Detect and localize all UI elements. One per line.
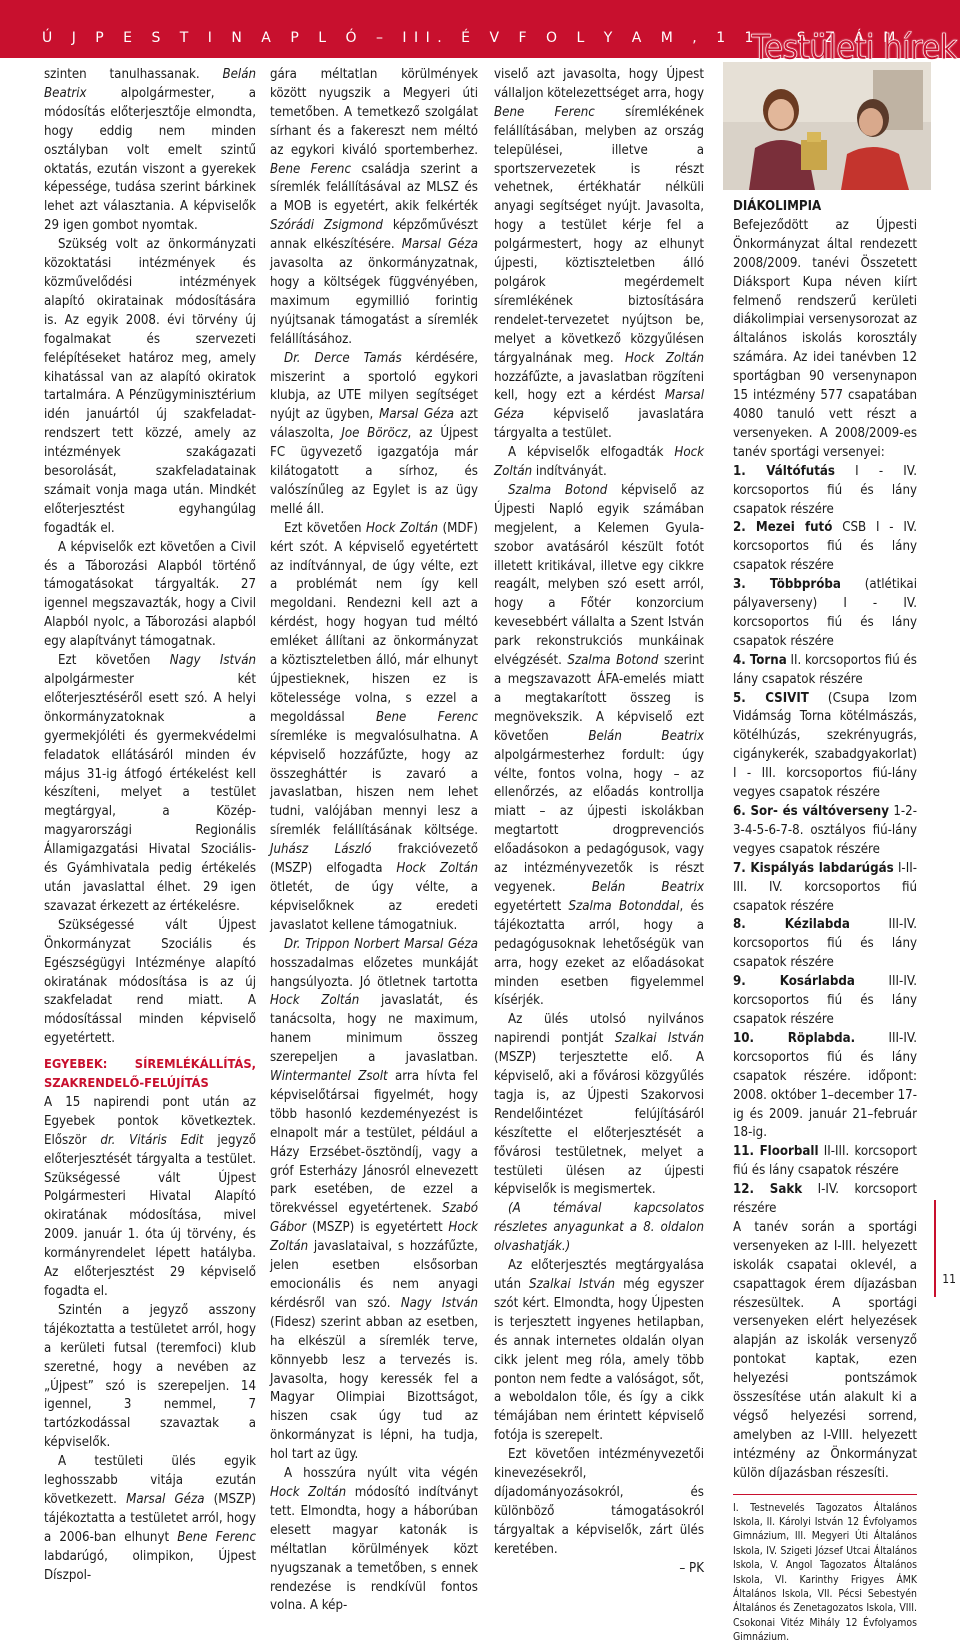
sport-item-label: 12. Sakk xyxy=(733,1182,803,1198)
sport-item-label: 6. Sor- és váltóverseny xyxy=(733,804,889,819)
sport-item xyxy=(733,803,917,860)
sport-item xyxy=(733,690,917,803)
masthead: Ú J P E S T I N A P L Ó – III. É V F O L Y A M , 1 1 . S Z Á M xyxy=(42,30,903,46)
sport-item xyxy=(733,973,917,1030)
sport-item-text: (Csupa Izom Vidámság Torna kötélmászás, kötélhúzás, szekrényugrás, cigánykerék, szabadgyakorlat) I - III. korcsoportos fiú-lány vegyes csapatok részére xyxy=(733,690,918,801)
sport-item xyxy=(733,463,917,520)
article-column-1 xyxy=(44,66,256,1586)
paragraph: Szintén a jegyző asszony tájékoztatta a testületet arról, hogy a kerületi futsal (teremfoci) klub szeretné, hogy a nevében az „Újpest” szó is szerepeljen. 14 igennel, 3 nemmel, 7 tartózkodással szavaztak a képviselők. xyxy=(44,1302,256,1451)
sport-item xyxy=(733,652,917,690)
sport-item-label: 9. Kosárlabda xyxy=(733,974,855,990)
sidebar-closing: A tanév során a sportági versenyeken az I-III. helyezett iskolák csapatai oklevél, a csapattagok érem díjazásban részesültek. A sportági versenyeken elért helyezések alapján az iskolák versenyző pontokat kaptak, ezen helyezési pontszámok összesítése után alakult ki a végső helyezési sorrend, amelyben az I-VIII. helyezett intézmény az Önkormányzat külön díjazásban részesíti. xyxy=(733,1219,917,1481)
sport-item-label: 2. Mezei futó xyxy=(733,520,833,536)
sport-item-text: I-IV. korcsoport részére xyxy=(733,1182,917,1217)
sport-item-label: 3. Többpróba xyxy=(733,577,841,593)
paragraph: A képviselők elfogadták Hock Zoltán indítványát. xyxy=(494,445,704,480)
sport-item-label: 1. Váltófutás xyxy=(733,463,835,479)
paragraph: Szükségessé vált Újpest Önkormányzat Szociális és Egészségügyi Intézménye alapító okiratának módosítása is az új szakfeladat rend miatt. A módosítással minden képviselő egyetértett. xyxy=(44,917,256,1047)
paragraph: Szalma Botond képviselő az Újpesti Napló egyik számában megjelent, a Kelemen Gyula-szobor avatásáról készült fotót illetett kritikával, illetve egy cikkre reagált, melyben szó esett arról, hogy a Főtér konzorcium kevesebbért vállalta a Szent István park rekonstrukciós munkáinak elvégzését. Szalma Botond szerint a megszavazott ÁFA-emelés miatt a megtakarított összeg is megnövekszik. A képviselő ezt követően Belán Beatrix alpolgármesterhez fordult: úgy vélte, fontos volna, hogy – az ellenőrzés, az előadás kontrollja miatt – az újpesti iskolákban megtartott drogprevenciós előadásokon a pedagógusok, vagy az intézményvezetők is részt vegyenek. Belán Beatrix egyetértett Szalma Botonddal, és tájékoztatta arról, hogy a pedagógusoknak lehetőségük van arra, hogy ezeket az előadásokat minden esetben figyelemmel kísérjék. xyxy=(494,482,704,1009)
photo-meeting xyxy=(723,62,931,190)
sidebar-diakolimpia xyxy=(733,198,917,1645)
sport-item xyxy=(733,1181,917,1219)
sport-item-text: I - IV. korcsoportos fiú és lány csapatok részére xyxy=(733,463,917,517)
sport-item xyxy=(733,860,917,917)
page-number: 11 xyxy=(942,1272,956,1286)
sport-item-label: 10. Röplabda. xyxy=(733,1030,856,1046)
paragraph: Ezt követően intézményvezetői kinevezésekről, díjadományozásokról, és különböző támogatásokról tárgyaltak a képviselők, zárt ülés keretében. xyxy=(494,1447,704,1557)
sidebar-title: DIÁKOLIMPIA xyxy=(733,199,822,214)
sport-item-text: III-IV. korcsoportos fiú és lány csapatok részére xyxy=(733,974,918,1027)
subheading: EGYEBEK: SÍREMLÉKÁLLÍTÁS, SZAKRENDELŐ-FELÚJÍTÁS xyxy=(44,1057,256,1092)
article-column-3 xyxy=(494,66,704,1579)
paragraph: A 15 napirendi pont után az Egyebek pontok következtek. Először dr. Vitáris Edit jegyző előterjesztését tárgyalta a testület. Szükségessé vált Újpest Polgármesteri Hivatal Alapító okiratának módosítása, mivel 2009. január 1. óta új törvény, és kormányrendelet lépett hatályba. Az előterjesztést 29 képviselő fogadta el. xyxy=(44,1094,256,1299)
page-edge-rule xyxy=(934,1200,936,1297)
paragraph: Ezt követően Nagy István alpolgármester két előterjesztéséről esett szó. A helyi önkormányzatoknak a gyermekjóléti és gyermekvédelmi feladatok ellátásáról minden év május 31-ig átfogó értékelést kell készíteni, melyet a testület megtárgyal, a Közép-magyarországi Regionális Államigazgatási Hivatal Szociális- és Gyámhivatala pedig értékelés után javaslattal élhet. 29 igen szavazat érkezett az értékelésre. xyxy=(44,653,256,914)
sport-item-label: 7. Kispályás labdarúgás xyxy=(733,860,894,876)
sidebar-footnote: I. Testnevelés Tagozatos Általános Iskola, II. Károlyi István 12 Évfolyamos Gimnázium, III. Megyeri Úti Általános Iskola, IV. Szigeti József Utcai Általános Iskola, V. Angol Tagozatos Általános Iskola, VI. Karinthy Frigyes ÁMK Általános Iskola, VII. Pécsi Sebestyén Általános és Zenetagozatos Iskola, VIII. Csokonai Vitéz Mihály 12 Évfolyamos Gimnázium. xyxy=(733,1494,917,1645)
paragraph-note: (A témával kapcsolatos részletes anyagunkat a 8. oldalon olvashatják.) xyxy=(494,1201,704,1255)
paragraph: viselő azt javasolta, hogy Újpest vállaljon kötelezettséget arra, hogy Bene Ferenc síremlékének felállításában, melyben az ország települései, illetve a sportszervezetek is részt vehetnek, értékhatár nélküli anyagi segítséget nyújt. Javasolta, hogy a testület kérje fel a polgármestert, hogy az elhunyt újpesti, köztiszteletben álló polgárok megérdemelt síremlékének biztosítására rendelet-tervezetet nyújtson be, melyet a következő közgyűlésen tárgyalnának meg. Hock Zoltán hozzáfűzte, a javaslatban rögzíteni kell, hogy ezt a kérdést Marsal Géza képviselő javaslatára tárgyalta a testület. xyxy=(494,67,704,442)
author-signature: – PK xyxy=(679,1560,704,1576)
paragraph: szinten tanulhassanak. Belán Beatrix alpolgármester, a módosítás előterjesztője elmondta, hogy eddig nem minden osztályban volt emelt szintű oktatás, ezután viszont a gyerekek képessége, tudása szerint bárkinek lehet azt választania. A képviselők 29 igen gombot nyomtak. xyxy=(44,67,256,234)
sport-item-text: 1-2-3-4-5-6-7-8. osztályos fiú-lány vegyes csapatok részére xyxy=(733,804,917,857)
paragraph: Ezt követően Hock Zoltán (MDF) kért szót. A képviselő egyetértett az indítvánnyal, de úgy vélte, ezt a problémát nem így kell megoldani. Rendezni kell azt a kérdést, hogy hogyan tud méltó emléket állítani az önkormányzat a köztiszteletben álló, már elhunyt újpestieknek, hiszen ez is kötelessége volna, s ezzel a megoldással Bene Ferenc síremléke is megvalósulhatna. A képviselő hozzáfűzte, hogy az összegháttér is zavaró a javaslatban, hiszen nem lehet tudni, valójában mennyi lesz a síremlék felállításának költsége. Juhász László frakcióvezető (MSZP) elfogadta Hock Zoltán ötletét, de úgy vélte, a képviselőknek az eredeti javaslatot kellene támogatniuk. xyxy=(270,520,478,933)
sport-item-label: 8. Kézilabda xyxy=(733,917,850,933)
sport-item-label: 5. CSIVIT xyxy=(733,690,809,706)
paragraph: Az ülés utolsó nyilvános napirendi pontját Szalkai István (MSZP) terjesztette elő. A képviselő, aki a fővárosi közgyűlés tagja is, az Újpesti Szakorvosi Rendelőintézet felújításáról készítette el előterjesztését a fővárosi testületnek, melyet a testületi ülésen az újpesti képviselők is megismertek. xyxy=(494,1012,704,1198)
sport-item xyxy=(733,916,917,973)
paragraph: A hosszúra nyúlt vita végén Hock Zoltán módosító indítványt tett. Elmondta, hogy a háborúban elesett magyar katonák is méltatlan körülmények közt nyugszanak a temetőben, s ennek rendezése is rendkívül fontos volna. A kép- xyxy=(270,1466,478,1614)
sport-item xyxy=(733,1143,917,1181)
paragraph: Dr. Trippon Norbert Marsal Géza hosszadalmas előzetes munkáját hangsúlyozta. Jó ötletnek tartotta Hock Zoltán javaslatát, és tanácsolta, hogy ne maximum, hanem minimum összeg szerepeljen a javaslatban. Wintermantel Zsolt arra hívta fel képviselőtársai figyelmét, hogy több hasonló kezdeményezést is elnapolt már a testület, például a Házy Erzsébet-ösztöndíj, vagy a gróf Esterházy Jánosról elnevezett park esetében, de ezzel a törekvéssel egyetértenek. Szabó Gábor (MSZP) is egyetértett Hock Zoltán javaslataival, s hozzáfűzte, jelen esetben elsősorban emocionális és nem anyagi kérdésről van szó. Nagy István (Fidesz) szerint abban az esetben, ha elkészül a síremlék terve, könnyebb lesz a tervezés is. Javasolta, hogy keressék fel a Magyar Olimpiai Bizottságot, hiszen csak úgy tud az önkormányzat is lépni, ha tudja, hol tart az ügy. xyxy=(270,936,478,1463)
sport-item-text: II. korcsoportos fiú és lány csapatok részére xyxy=(733,652,917,687)
paragraph: Szükség volt az önkormányzati közoktatási intézmények és közművelődési intézmények alapító okiratainak módosítására is. Az egyik 2008. évi törvény új fogalmakat és szervezeti felépítéseket határoz meg, amely kihatással van az alapító okiratok tartalmára. A Pénzügyminisztérium idén januártól új szakfeladat-rendszert tett közzé, amely az intézmények szakágazati besorolását, szakfeladatainak számait vonja maga után. Mindkét előterjesztést egyhangúlag fogadták el. xyxy=(44,237,256,536)
paragraph: Dr. Derce Tamás kérdésére, miszerint a sportoló egykori klubja, az UTE milyen segítséget nyújt az ügyben, Marsal Géza azt válaszolta, Joe Böröcz, az Újpest FC ügyvezető igazgatója már kilátogatott a sírhoz, és valószínűleg az Egylet is az ügy mellé áll. xyxy=(270,350,478,517)
sport-item-text: III-IV. korcsoportos fiú és lány csapatok részére xyxy=(733,917,917,971)
sport-item xyxy=(733,576,917,652)
sport-item xyxy=(733,519,917,576)
sport-item xyxy=(733,1030,917,1143)
sport-list xyxy=(733,463,917,1219)
sport-item-text: II-III. korcsoport fiú és lány csapatok részére xyxy=(733,1144,917,1179)
sidebar-intro: Befejeződött az Újpesti Önkormányzat által rendezett 2008/2009. tanévi Összetett Diáksport Kupa néven kiírt felmenő rendszerű kerületi diákolimpiai versenysorozat az általános iskolás korosztály számára. Az idei tanévben 12 sportágban 90 versenynapon 15 intézmény 577 csapatában 4080 tanuló vett részt a versenyeken. A 2008/2009-es tanév sportági versenyei: xyxy=(733,217,917,460)
sport-item-text: I-II-III. IV. korcsoportos fiú csapatok részére xyxy=(733,860,917,914)
paragraph: gára méltatlan körülmények között nyugszik a Megyeri úti temetőben. A temetkező szolgálat sírhant és a fakereszt nem méltó az egykori kiváló sportemberhez. Bene Ferenc családja szerint a síremlék felállításával az MLSZ és a MOB is egyetért, akik felkérték Szórádi Zsigmond képzőművészt annak elkészítésére. Marsal Géza javasolta az önkormányzatnak, hogy a költségek függvényében, maximum egymillió forintig nyújtsanak támogatást a síremlék felállításához. xyxy=(270,67,478,347)
section-title: Testületi hírek xyxy=(751,28,957,68)
paragraph: Az előterjesztés megtárgyalása után Szalkai István még egyszer szót kért. Elmondta, hogy Újpesten is terjesztett ingyenes hetilapban, és annak internetes oldalán olyan cikk jelent meg róla, amely több ponton nem fedte a valóságot, sőt, a weboldalon tőle, és így a cikk témájában nem érintett képviselő fotója is szerepelt. xyxy=(494,1258,704,1444)
sport-item-text: III-IV. korcsoportos fiú és lány csapatok részére. időpont: 2008. október 1–december 17-ig és 2009. január 21–február 18-ig. xyxy=(733,1030,917,1141)
sport-item-label: 11. Floorball xyxy=(733,1144,819,1160)
paragraph: A képviselők ezt követően a Civil és a Táborozási Alapból történő támogatásokat tárgyalták. 27 igennel megszavazták, hogy a Civil Alapból nyolc, a Táborozási alapból egy alapítványt támogatnak. xyxy=(44,539,256,650)
article-column-2 xyxy=(270,66,478,1616)
sport-item-label: 4. Torna xyxy=(733,652,787,668)
sport-item-text: CSB I - IV. korcsoportos fiú és lány csapatok részére xyxy=(733,520,917,574)
sport-item-text: (atlétikai pályaverseny) I - IV. korcsoportos fiú és lány csapatok részére xyxy=(733,577,917,649)
paragraph: A testületi ülés egyik leghosszabb vitája ezután következett. Marsal Géza (MSZP) tájékoztatta a testületet arról, hogy a 2006-ban elhunyt Bene Ferenc labdarúgó, olimpikon, Újpest Díszpol- xyxy=(44,1454,256,1583)
